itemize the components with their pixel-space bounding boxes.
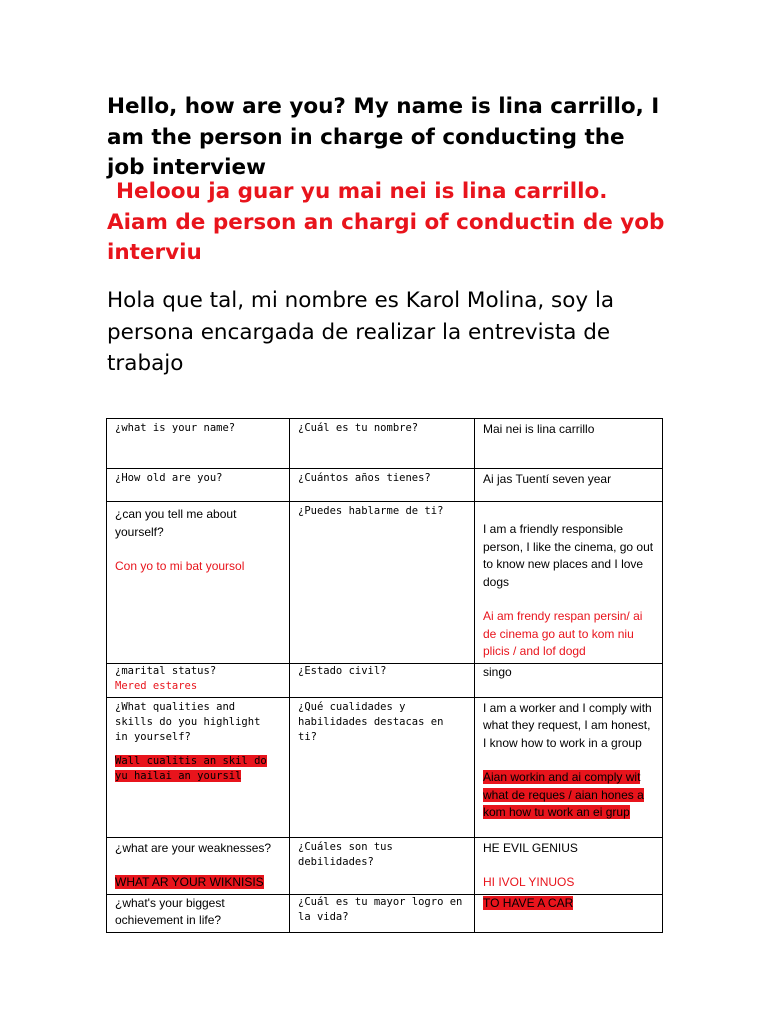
- answer-text: I am a friendly responsible person, I like the cinema, go out to know new places and I love dogs: [483, 522, 654, 589]
- answer-cell: [475, 469, 663, 502]
- question-english: ¿marital status?: [115, 664, 217, 677]
- answer-text: singo: [483, 664, 512, 679]
- answer-cell: [475, 697, 663, 837]
- interview-table: [106, 418, 663, 933]
- question-english: ¿what's your biggest ochievement in life?: [115, 895, 225, 927]
- table-row: [107, 502, 663, 664]
- answer-text: Mai nei is lina carrillo: [483, 422, 595, 436]
- table-row: [107, 419, 663, 469]
- question-spanish: ¿Cuántos años tienes?: [298, 472, 431, 484]
- question-english-cell: [107, 469, 290, 502]
- question-spanish-cell: [290, 663, 475, 697]
- question-spanish-cell: [290, 894, 475, 932]
- question-spanish-cell: [290, 697, 475, 837]
- intro-spanish: Hola que tal, mi nombre es Karol Molina, soy la persona encargada de realizar la entrevista de trabajo: [107, 288, 615, 376]
- table-row: [107, 469, 663, 502]
- answer-phonetic: Ai am frendy respan persin/ ai de cinema go aut to kom niu plicis / and lof dogd: [483, 609, 643, 658]
- question-spanish-cell: [290, 502, 475, 664]
- question-english-cell: [107, 663, 290, 697]
- answer-cell: [475, 663, 663, 697]
- question-spanish: ¿Puedes hablarme de ti?: [298, 505, 444, 517]
- question-spanish-cell: [290, 419, 475, 469]
- question-spanish: ¿Cuál es tu mayor logro en la vida?: [298, 895, 463, 923]
- question-english-cell: [107, 697, 290, 837]
- question-spanish-cell: [290, 837, 475, 894]
- question-english-cell: [107, 419, 290, 469]
- answer-phonetic: Aian workin and ai comply wit what de reques / aian hones a kom how tu work an ei grup: [483, 770, 644, 819]
- question-english: ¿can you tell me about yourself?: [115, 507, 237, 539]
- answer-text: Ai jas Tuentí seven year: [483, 472, 612, 486]
- question-english: ¿what is your name?: [115, 422, 236, 434]
- answer-cell: [475, 502, 663, 664]
- question-spanish-cell: [290, 469, 475, 502]
- question-spanish: ¿Estado civil?: [298, 664, 387, 677]
- question-phonetic: Mered estares: [115, 679, 198, 692]
- table-row: [107, 894, 663, 932]
- intro-phonetic: Heloou ja guar yu mai nei is lina carrillo. Aiam de person an chargi of conductin de yob interviu: [107, 179, 665, 265]
- question-phonetic: WHAT AR YOUR WIKNISIS: [115, 875, 264, 889]
- answer-cell: [475, 419, 663, 469]
- question-spanish: ¿Qué cualidades y habilidades destacas en ti?: [298, 700, 444, 743]
- question-english: ¿What qualities and skills do you highlight in yourself?: [115, 700, 261, 743]
- question-english-cell: [107, 502, 290, 664]
- answer-phonetic: HI IVOL YINUOS: [483, 875, 575, 889]
- question-phonetic: Con yo to mi bat yoursol: [115, 559, 245, 573]
- question-english-cell: [107, 894, 290, 932]
- answer-cell: [475, 894, 663, 932]
- table-row: [107, 697, 663, 837]
- table-row: [107, 663, 663, 697]
- intro-english: Hello, how are you? My name is lina carrillo, I am the person in charge of conducting the job interview: [107, 94, 660, 180]
- question-english: ¿How old are you?: [115, 472, 223, 484]
- table-row: [107, 837, 663, 894]
- answer-text: I am a worker and I comply with what they request, I am honest, I know how to work in a group: [483, 700, 652, 750]
- question-spanish: ¿Cuáles son tus debilidades?: [298, 840, 393, 868]
- answer-text: HE EVIL GENIUS: [483, 840, 578, 855]
- answer-cell: [475, 837, 663, 894]
- question-phonetic: Wall cualitis an skil do yu hailai an yoursil: [115, 754, 267, 782]
- question-english: ¿what are your weaknesses?: [115, 840, 272, 855]
- answer-text: TO HAVE A CAR: [483, 895, 574, 910]
- question-spanish: ¿Cuál es tu nombre?: [298, 422, 419, 434]
- question-english-cell: [107, 837, 290, 894]
